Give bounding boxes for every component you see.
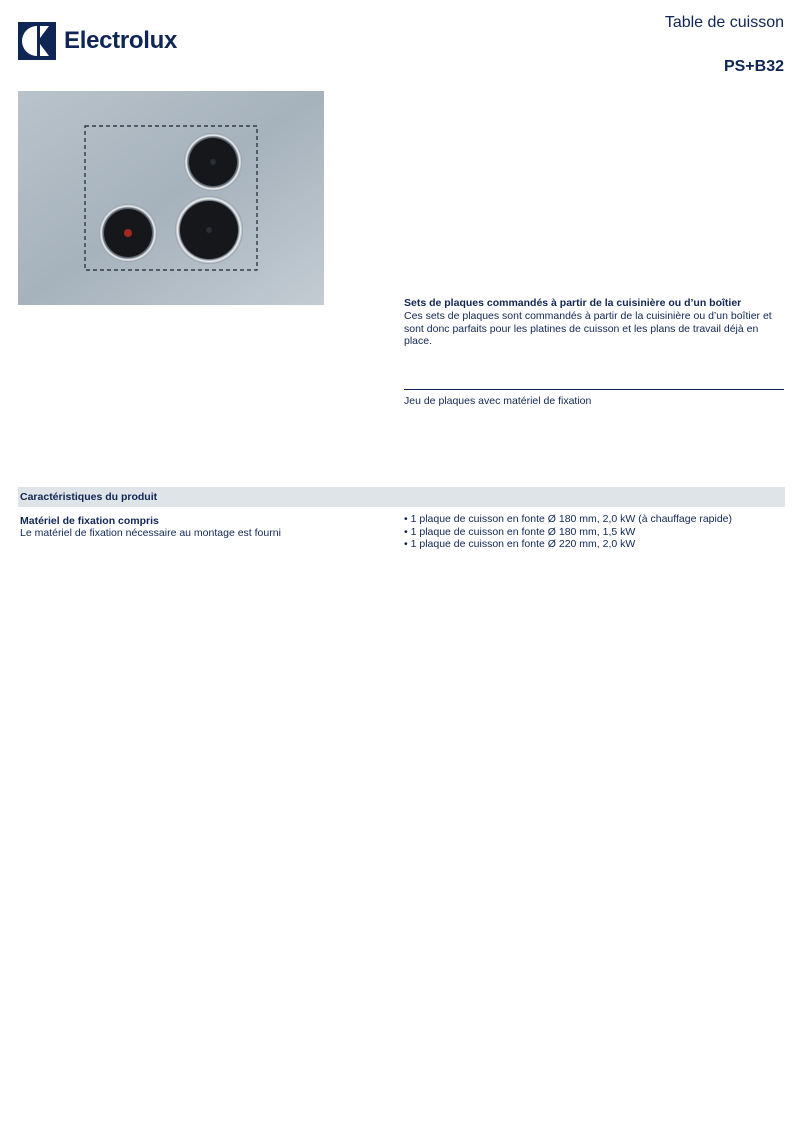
section-title-characteristics: Caractéristiques du produit	[18, 487, 785, 507]
description-heading: Sets de plaques commandés à partir de la cuisinière ou d’un boîtier	[404, 297, 742, 309]
document-type: Table de cuisson	[664, 14, 784, 31]
spec-item: • 1 plaque de cuisson en fonte Ø 220 mm, 2,0 kW	[404, 538, 732, 551]
hotplate-front-left	[99, 204, 157, 262]
brand-name: Electrolux	[64, 27, 178, 54]
description-body: Ces sets de plaques sont commandés à partir de la cuisinière ou d’un boîtier et sont donc parfaits pour les platines de cuisson et les plans de travail déjà en place.	[404, 310, 772, 347]
hob-product-photo	[18, 91, 324, 305]
spec-item: • 1 plaque de cuisson en fonte Ø 180 mm, 2,0 kW (à chauffage rapide)	[404, 513, 732, 526]
hotplate-front-right	[175, 196, 243, 264]
brand-logo	[18, 21, 188, 61]
hotplate-back-right	[184, 133, 242, 191]
divider	[404, 389, 784, 390]
accessory-note: Jeu de plaques avec matériel de fixation	[404, 395, 592, 407]
spec-item: • 1 plaque de cuisson en fonte Ø 180 mm, 1,5 kW	[404, 526, 732, 539]
electrolux-logo-icon	[18, 22, 56, 60]
feature-description: Le matériel de fixation nécessaire au montage est fourni	[20, 527, 281, 539]
feature-title: Matériel de fixation compris	[20, 515, 159, 527]
model-number: PS+B32	[723, 58, 784, 75]
spec-list	[404, 513, 732, 551]
